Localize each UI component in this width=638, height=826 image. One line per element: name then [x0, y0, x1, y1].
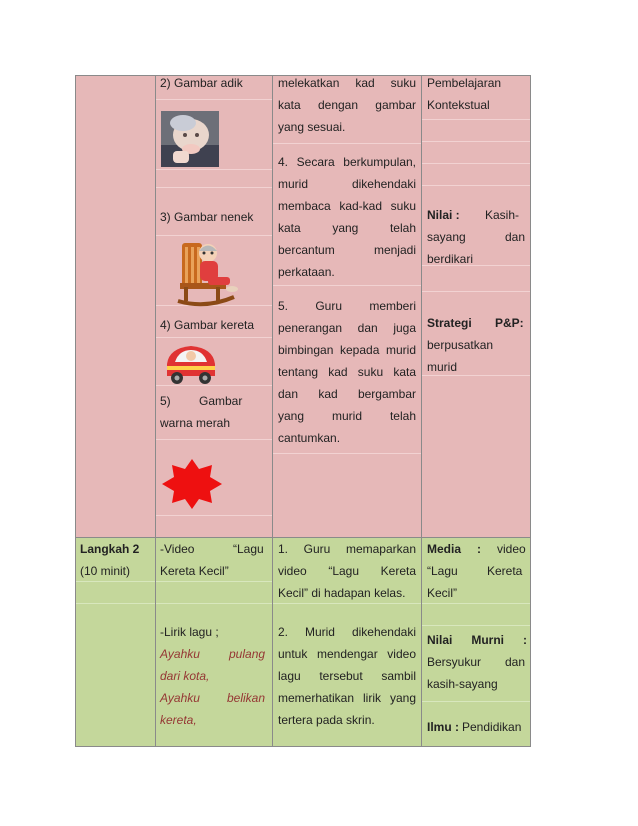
cell-line — [273, 285, 421, 286]
text-line: memerhatikan lirik yang — [278, 691, 416, 705]
cell-line — [422, 119, 530, 120]
lyric-line: dari kota, — [160, 669, 210, 683]
cell-line — [156, 603, 272, 604]
cell-line — [156, 515, 272, 516]
nilai-murni-value: Bersyukur — [427, 655, 482, 669]
item-gambar-adik: 2) Gambar adik — [160, 76, 243, 90]
media-colon: : — [477, 542, 481, 556]
text-line: yang murid telah — [278, 409, 416, 423]
video-item-title-cont: Kereta Kecil” — [160, 564, 229, 578]
table-border — [75, 746, 531, 747]
text-line: Kecil” di hadapan kelas. — [278, 586, 406, 600]
item-warna-merah-label-cont: warna merah — [160, 416, 231, 430]
lyric-line: belikan — [227, 691, 266, 705]
text-line: membaca kad-kad suku — [278, 199, 416, 213]
cell-line — [422, 185, 530, 186]
text-line: perkataan. — [278, 265, 335, 279]
text-line: untuk mendengar video — [278, 647, 416, 661]
cell-line — [273, 453, 421, 454]
text-line: bercantum menjadi — [278, 243, 416, 257]
lyric-line: pulang — [229, 647, 266, 661]
cell-line — [156, 187, 272, 188]
cell-line — [76, 603, 155, 604]
item-gambar-nenek: 3) Gambar nenek — [160, 210, 254, 224]
text-line: penerangan dan juga — [278, 321, 416, 335]
item-warna-merah-label: Gambar — [199, 394, 243, 408]
text-line: lagu tersebut sambil — [278, 669, 416, 683]
media-label: Media — [427, 542, 462, 556]
nilai-murni-value-cont: kasih-sayang — [427, 677, 498, 691]
text-line: 1. Guru memaparkan — [278, 542, 416, 556]
column-divider — [421, 75, 422, 747]
pedagogy-label: Pembelajaran — [427, 76, 502, 90]
nilai-value-cont: berdikari — [427, 252, 474, 266]
red-car-image — [163, 340, 219, 388]
media-value-cont: “Lagu — [427, 564, 458, 578]
column-divider — [272, 75, 273, 747]
baby-photo — [161, 111, 219, 167]
text-line: tentang kad suku kata — [278, 365, 416, 379]
red-star-shape — [160, 457, 224, 511]
strategi-value-cont: murid — [427, 360, 458, 374]
text-line: cantumkan. — [278, 431, 341, 445]
text-line: 5. Guru memberi — [278, 299, 416, 313]
cell-line — [156, 337, 272, 338]
media-value-cont: Kecil” — [427, 586, 458, 600]
strategi-value: P&P: — [495, 316, 524, 330]
text-line: kata dengan gambar — [278, 98, 416, 112]
cell-line — [156, 439, 272, 440]
text-line: dan kad bergambar — [278, 387, 416, 401]
ilmu-label: Ilmu : — [427, 720, 459, 734]
lyrics-heading: -Lirik lagu ; — [160, 625, 219, 639]
nilai-murni-label: Nilai Murni : — [427, 633, 527, 647]
strategi-value-cont: berpusatkan — [427, 338, 494, 352]
media-value: video — [497, 542, 526, 556]
text-line: tertera pada skrin. — [278, 713, 375, 727]
lesson-plan-table — [75, 75, 531, 747]
nilai-value-cont: dan — [505, 230, 526, 244]
step-duration: (10 minit) — [80, 564, 131, 578]
item-warna-merah-number: 5) — [160, 394, 171, 408]
pedagogy-value: Kontekstual — [427, 98, 490, 112]
lyric-line: Ayahku — [160, 647, 200, 661]
text-line: bimbingan kepada murid — [278, 343, 416, 357]
table-border — [530, 75, 531, 747]
text-line: 4. Secara berkumpulan, — [278, 155, 416, 169]
text-line: murid dikehendaki — [278, 177, 416, 191]
video-item: -Video — [160, 542, 195, 556]
nilai-murni-value: dan — [505, 655, 526, 669]
cell-line — [156, 99, 272, 100]
step-label: Langkah 2 — [80, 542, 140, 556]
item-gambar-kereta: 4) Gambar kereta — [160, 318, 255, 332]
strategi-label: Strategi — [427, 316, 472, 330]
cell-line — [156, 169, 272, 170]
nilai-value-cont: sayang — [427, 230, 466, 244]
text-line: yang sesuai. — [278, 120, 346, 134]
cell-line — [422, 291, 530, 292]
ilmu-value: Pendidikan — [462, 720, 522, 734]
cell-line — [422, 141, 530, 142]
cell-line — [422, 163, 530, 164]
lyric-line: Ayahku — [160, 691, 200, 705]
video-item-title: “Lagu — [233, 542, 264, 556]
cell-line — [422, 701, 530, 702]
text-line: kata yang telah — [278, 221, 416, 235]
column-divider — [155, 75, 156, 747]
grandmother-rocking-chair-image — [172, 239, 242, 307]
cell-line — [273, 143, 421, 144]
nilai-value: Kasih- — [485, 208, 520, 222]
text-line: video “Lagu Kereta — [278, 564, 416, 578]
text-line: melekatkan kad suku — [278, 76, 416, 90]
nilai-label: Nilai : — [427, 208, 460, 222]
table-border — [75, 75, 76, 747]
cell-line — [422, 625, 530, 626]
media-value-cont: Kereta — [487, 564, 523, 578]
lyric-line: kereta, — [160, 713, 197, 727]
cell-line — [156, 235, 272, 236]
text-line: 2. Murid dikehendaki — [278, 625, 416, 639]
